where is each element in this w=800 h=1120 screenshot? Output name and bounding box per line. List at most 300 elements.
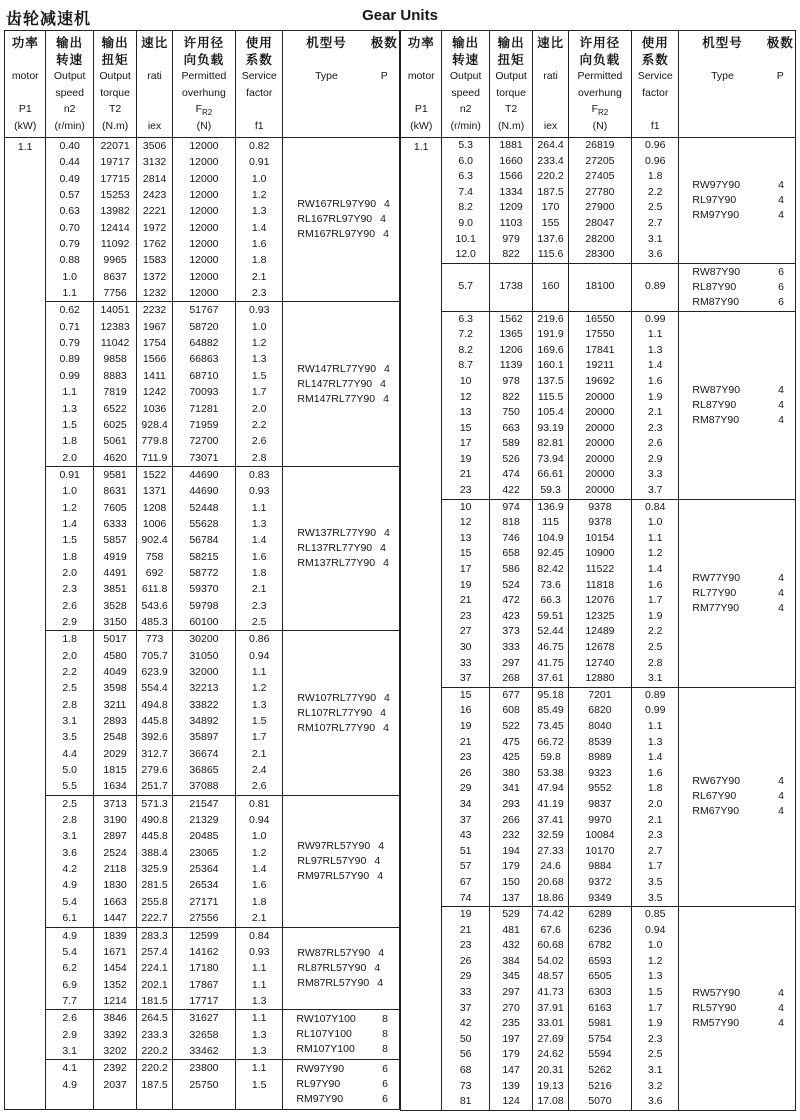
- ratio-cell: [137, 1093, 173, 1110]
- overhung-load-cell: 12325: [568, 609, 631, 625]
- ratio-cell: 1762: [137, 236, 173, 252]
- output-torque-cell: 2029: [93, 746, 136, 762]
- output-torque-cell: 15253: [93, 187, 136, 203]
- output-speed-cell: 81: [442, 1094, 489, 1110]
- header-line: [679, 118, 795, 135]
- service-factor-cell: 0.84: [632, 499, 679, 515]
- ratio-cell: 445.8: [137, 828, 173, 844]
- overhung-load-cell: 9372: [568, 875, 631, 891]
- service-factor-cell: 2.1: [632, 813, 679, 829]
- output-speed-cell: [442, 295, 489, 311]
- ratio-cell: 1372: [137, 269, 173, 285]
- header-line: 转速: [452, 52, 480, 67]
- type-line: [283, 1092, 399, 1107]
- output-torque-cell: 1815: [93, 762, 136, 778]
- ratio-cell: 264.5: [137, 1010, 173, 1027]
- output-speed-cell: 6.2: [46, 960, 93, 976]
- page-title-chinese: 齿轮减速机: [6, 11, 92, 28]
- overhung-load-cell: 27171: [172, 894, 235, 910]
- overhung-load-cell: 23065: [172, 845, 235, 861]
- output-speed-cell: 0.57: [46, 187, 93, 203]
- type-line: [283, 976, 399, 991]
- service-factor-cell: 2.1: [236, 581, 283, 597]
- output-torque-cell: 4580: [93, 648, 136, 664]
- ratio-cell: 623.9: [137, 664, 173, 680]
- header-line: speed: [55, 86, 84, 99]
- table-row: [401, 907, 796, 923]
- output-speed-cell: 23: [442, 938, 489, 954]
- output-speed-cell: 30: [442, 640, 489, 656]
- page-title-english: Gear Units: [362, 7, 438, 24]
- output-speed-cell: 13: [442, 531, 489, 547]
- output-torque-cell: 3392: [93, 1027, 136, 1043]
- service-factor-cell: 0.84: [236, 927, 283, 944]
- ratio-cell: 24.62: [533, 1047, 569, 1063]
- ratio-cell: 74.42: [533, 907, 569, 923]
- overhung-load-cell: 18100: [568, 279, 631, 295]
- service-factor-cell: 2.0: [632, 797, 679, 813]
- ratio-cell: 53.38: [533, 766, 569, 782]
- header-line: Service: [241, 70, 277, 82]
- table-row: [5, 466, 400, 483]
- ratio-cell: 257.4: [137, 944, 173, 960]
- output-torque-cell: 1562: [489, 311, 532, 327]
- service-factor-cell: 1.6: [632, 766, 679, 782]
- header-line: [283, 118, 399, 135]
- ratio-cell: 24.6: [533, 859, 569, 875]
- ratio-cell: 170: [533, 200, 569, 216]
- type-header-text: 机型号: [702, 36, 743, 50]
- output-torque-cell: 663: [489, 421, 532, 437]
- output-speed-cell: 43: [442, 828, 489, 844]
- output-speed-cell: 8.7: [442, 358, 489, 374]
- ratio-cell: 37.91: [533, 1001, 569, 1017]
- output-torque-cell: 380: [489, 766, 532, 782]
- type-line: [283, 961, 399, 976]
- header-line: (N.m): [497, 119, 525, 132]
- ratio-cell: 283.3: [137, 927, 173, 944]
- poles-value: 4: [778, 1016, 784, 1029]
- output-speed-cell: 6.9: [46, 977, 93, 993]
- ratio-cell: 155: [533, 216, 569, 232]
- service-factor-cell: 2.5: [632, 640, 679, 656]
- service-factor-cell: 1.4: [236, 220, 283, 236]
- type-line: [679, 789, 795, 804]
- service-factor-cell: 2.7: [632, 844, 679, 860]
- overhung-load-cell: 12000: [172, 220, 235, 236]
- output-torque-cell: 1738: [489, 279, 532, 295]
- poles-value: 4: [383, 392, 389, 405]
- ratio-cell: 66.3: [533, 593, 569, 609]
- output-torque-cell: 1209: [489, 200, 532, 216]
- ratio-cell: 255.8: [137, 894, 173, 910]
- type-model-name: RL137RL77Y90: [297, 542, 373, 555]
- output-speed-cell: 21: [442, 467, 489, 483]
- type-model-name: RL67Y90: [692, 790, 737, 803]
- overhung-load-cell: 12000: [172, 203, 235, 219]
- output-torque-cell: 14051: [93, 302, 136, 319]
- header-line: [401, 52, 441, 69]
- ratio-cell: 779.8: [137, 433, 173, 449]
- output-torque-cell: 345: [489, 969, 532, 985]
- ratio-cell: 20.68: [533, 875, 569, 891]
- ratio-cell: 73.6: [533, 578, 569, 594]
- ratio-cell: 137.5: [533, 374, 569, 390]
- type-model-name: RM67Y90: [692, 805, 740, 818]
- type-model-name: RM107RL77Y90: [297, 721, 376, 734]
- overhung-load-cell: 21329: [172, 812, 235, 828]
- ratio-cell: 220.2: [533, 169, 569, 185]
- output-speed-cell: 37: [442, 813, 489, 829]
- output-speed-cell: 1.2: [46, 500, 93, 516]
- type-header-text: [679, 118, 765, 135]
- output-torque-cell: 139: [489, 1079, 532, 1095]
- output-speed-cell: 0.63: [46, 203, 93, 219]
- service-factor-cell: 1.1: [236, 960, 283, 976]
- output-torque-cell: 4049: [93, 664, 136, 680]
- output-torque-cell: 147: [489, 1063, 532, 1079]
- service-factor-cell: 0.96: [632, 154, 679, 170]
- output-torque-cell: 124: [489, 1094, 532, 1110]
- header-line: T2: [108, 103, 122, 115]
- output-torque-cell: 232: [489, 828, 532, 844]
- ratio-cell: 392.6: [137, 729, 173, 745]
- header-line: [283, 35, 399, 52]
- output-torque-cell: 293: [489, 797, 532, 813]
- service-factor-cell: 3.6: [632, 1094, 679, 1110]
- overhung-load-cell: 17867: [172, 977, 235, 993]
- output-torque-cell: 11092: [93, 236, 136, 252]
- service-factor-cell: 1.3: [236, 516, 283, 532]
- output-speed-cell: 27: [442, 624, 489, 640]
- ratio-cell: 66.61: [533, 467, 569, 483]
- output-speed-cell: 1.4: [46, 516, 93, 532]
- overhung-load-cell: [568, 263, 631, 279]
- service-factor-cell: 1.1: [632, 327, 679, 343]
- ratio-cell: 1036: [137, 401, 173, 417]
- output-torque-cell: 475: [489, 735, 532, 751]
- output-torque-cell: 1352: [93, 977, 136, 993]
- service-factor-cell: 1.3: [236, 203, 283, 219]
- output-speed-cell: 29: [442, 781, 489, 797]
- type-line: [283, 1062, 399, 1077]
- table-row: [5, 631, 400, 648]
- header-line: Permitted: [181, 70, 227, 82]
- poles-value: 4: [778, 571, 784, 584]
- motor-power-cell: 1.1: [401, 138, 442, 1111]
- ratio-cell: 160.1: [533, 358, 569, 374]
- service-factor-cell: 1.8: [236, 252, 283, 268]
- overhung-load-cell: 16550: [568, 311, 631, 327]
- header-line: (N): [196, 119, 212, 132]
- service-factor-cell: 1.7: [236, 729, 283, 745]
- overhung-load-cell: 66863: [172, 351, 235, 367]
- ratio-cell: 41.75: [533, 656, 569, 672]
- header-line: [401, 85, 441, 102]
- header-line: [137, 52, 172, 69]
- header-line: 系数: [245, 52, 273, 67]
- column-header-motor-power: [5, 31, 46, 138]
- overhung-load-cell: 70093: [172, 384, 235, 400]
- header-line: P1: [18, 103, 32, 115]
- type-header-text: Type: [711, 70, 734, 82]
- ratio-cell: 27.69: [533, 1032, 569, 1048]
- header-line: (N): [592, 119, 608, 132]
- service-factor-cell: 0.93: [236, 483, 283, 499]
- service-factor-cell: 2.8: [236, 450, 283, 467]
- output-speed-cell: 10: [442, 374, 489, 390]
- overhung-load-cell: 12740: [568, 656, 631, 672]
- header-line: (r/min): [450, 119, 481, 132]
- ratio-cell: 325.9: [137, 861, 173, 877]
- output-speed-cell: 12: [442, 390, 489, 406]
- overhung-load-cell: 6820: [568, 703, 631, 719]
- type-line: [679, 178, 795, 193]
- header-line: $F_{R2}$: [195, 103, 213, 118]
- service-factor-cell: 2.6: [236, 778, 283, 795]
- type-line: [679, 295, 795, 310]
- service-factor-cell: 1.7: [632, 593, 679, 609]
- type-model-name: RM87Y90: [692, 295, 740, 308]
- type-model-name: RM97Y90: [296, 1093, 344, 1106]
- overhung-load-cell: 14162: [172, 944, 235, 960]
- service-factor-cell: 1.1: [236, 1010, 283, 1027]
- type-line: [283, 1027, 399, 1042]
- service-factor-cell: 0.93: [236, 302, 283, 319]
- ratio-cell: 18.86: [533, 891, 569, 907]
- overhung-load-cell: 44690: [172, 466, 235, 483]
- output-torque-cell: 6025: [93, 417, 136, 433]
- service-factor-cell: 1.6: [236, 236, 283, 252]
- service-factor-cell: 2.2: [632, 185, 679, 201]
- header-line: [533, 85, 568, 102]
- service-factor-cell: 1.8: [236, 565, 283, 581]
- output-torque-cell: 658: [489, 546, 532, 562]
- ratio-cell: 202.1: [137, 977, 173, 993]
- ratio-cell: 59.51: [533, 609, 569, 625]
- output-speed-cell: 0.88: [46, 252, 93, 268]
- overhung-load-cell: 68710: [172, 368, 235, 384]
- output-speed-cell: 2.9: [46, 614, 93, 631]
- output-speed-cell: 0.40: [46, 138, 93, 155]
- output-torque-cell: 6522: [93, 401, 136, 417]
- output-torque-cell: 8631: [93, 483, 136, 499]
- header-line: [283, 52, 399, 69]
- type-cell: [679, 263, 796, 311]
- output-torque-cell: 17715: [93, 171, 136, 187]
- output-speed-cell: 56: [442, 1047, 489, 1063]
- output-speed-cell: 6.0: [442, 154, 489, 170]
- service-factor-cell: 3.7: [632, 483, 679, 499]
- table-row: [401, 499, 796, 515]
- output-speed-cell: 17: [442, 436, 489, 452]
- overhung-load-cell: 20000: [568, 483, 631, 499]
- output-speed-cell: 10.1: [442, 232, 489, 248]
- output-torque-cell: 1454: [93, 960, 136, 976]
- output-torque-cell: 524: [489, 578, 532, 594]
- output-torque-cell: 589: [489, 436, 532, 452]
- overhung-load-cell: 55628: [172, 516, 235, 532]
- overhung-load-cell: [568, 295, 631, 311]
- output-torque-cell: 526: [489, 452, 532, 468]
- output-speed-cell: 37: [442, 671, 489, 687]
- output-speed-cell: 67: [442, 875, 489, 891]
- overhung-load-cell: 5216: [568, 1079, 631, 1095]
- overhung-load-cell: 28300: [568, 247, 631, 263]
- output-torque-cell: 333: [489, 640, 532, 656]
- header-line: [679, 85, 795, 102]
- output-torque-cell: 1663: [93, 894, 136, 910]
- type-header-text: [679, 85, 765, 102]
- type-cell: [283, 1060, 400, 1110]
- service-factor-cell: 1.8: [236, 894, 283, 910]
- overhung-load-cell: 58215: [172, 549, 235, 565]
- overhung-load-cell: 58720: [172, 319, 235, 335]
- overhung-load-cell: 12000: [172, 236, 235, 252]
- service-factor-cell: 2.1: [632, 405, 679, 421]
- service-factor-cell: 0.82: [236, 138, 283, 155]
- type-line: [679, 586, 795, 601]
- poles-value: 4: [778, 398, 784, 411]
- ratio-cell: 445.8: [137, 713, 173, 729]
- column-header-type-and-poles: [283, 31, 400, 138]
- poles-header-text: 极数: [370, 36, 398, 50]
- header-line: 速比: [141, 36, 169, 50]
- overhung-load-cell: 8989: [568, 750, 631, 766]
- overhung-load-cell: 44690: [172, 483, 235, 499]
- overhung-load-cell: 10170: [568, 844, 631, 860]
- output-speed-cell: 2.5: [46, 795, 93, 812]
- ratio-cell: 105.4: [533, 405, 569, 421]
- overhung-load-cell: 59798: [172, 598, 235, 614]
- service-factor-cell: 1.3: [236, 1043, 283, 1060]
- gear-table-right: [400, 30, 796, 1111]
- output-torque-cell: 384: [489, 954, 532, 970]
- output-speed-cell: 2.3: [46, 581, 93, 597]
- ratio-cell: 264.4: [533, 138, 569, 154]
- output-torque-cell: 3150: [93, 614, 136, 631]
- output-torque-cell: 235: [489, 1016, 532, 1032]
- output-torque-cell: 373: [489, 624, 532, 640]
- ratio-cell: 2221: [137, 203, 173, 219]
- output-torque-cell: 2524: [93, 845, 136, 861]
- type-line: [679, 986, 795, 1001]
- output-speed-cell: 3.6: [46, 845, 93, 861]
- type-cell: [283, 466, 400, 630]
- ratio-cell: 33.01: [533, 1016, 569, 1032]
- ratio-cell: 1583: [137, 252, 173, 268]
- ratio-cell: 85.49: [533, 703, 569, 719]
- ratio-cell: 191.9: [533, 327, 569, 343]
- overhung-load-cell: 51767: [172, 302, 235, 319]
- output-torque-cell: [489, 263, 532, 279]
- ratio-cell: 54.02: [533, 954, 569, 970]
- output-torque-cell: 3598: [93, 680, 136, 696]
- poles-value: 4: [778, 383, 784, 396]
- service-factor-cell: 0.81: [236, 795, 283, 812]
- output-speed-cell: 33: [442, 656, 489, 672]
- overhung-load-cell: 56784: [172, 532, 235, 548]
- output-speed-cell: 9.0: [442, 216, 489, 232]
- overhung-load-cell: 17180: [172, 960, 235, 976]
- poles-value: 4: [778, 1001, 784, 1014]
- type-model-name: RL97Y90: [692, 193, 737, 206]
- service-factor-cell: 1.5: [236, 1077, 283, 1093]
- overhung-load-cell: 8040: [568, 719, 631, 735]
- service-factor-cell: 1.6: [632, 374, 679, 390]
- poles-value: 4: [377, 976, 384, 989]
- type-model-name: RM97RL57Y90: [297, 869, 370, 882]
- poles-value: 4: [778, 790, 784, 803]
- type-model-name: RM107Y100: [296, 1043, 355, 1056]
- poles-value: 8: [382, 1013, 388, 1026]
- header-line: motor: [407, 70, 435, 82]
- overhung-load-cell: 11818: [568, 578, 631, 594]
- output-torque-cell: [93, 1093, 136, 1110]
- service-factor-cell: 2.3: [632, 421, 679, 437]
- service-factor-cell: 1.5: [236, 368, 283, 384]
- service-factor-cell: 2.6: [236, 433, 283, 449]
- output-speed-cell: 7.4: [442, 185, 489, 201]
- poles-header-text: P: [776, 70, 784, 82]
- service-factor-cell: 1.6: [236, 549, 283, 565]
- service-factor-cell: 1.0: [632, 938, 679, 954]
- overhung-load-cell: 33822: [172, 697, 235, 713]
- output-torque-cell: 7605: [93, 500, 136, 516]
- output-speed-cell: 1.0: [46, 269, 93, 285]
- ratio-cell: 104.9: [533, 531, 569, 547]
- type-model-name: RL57Y90: [692, 1001, 737, 1014]
- output-torque-cell: 1566: [489, 169, 532, 185]
- output-speed-cell: 42: [442, 1016, 489, 1032]
- output-speed-cell: 73: [442, 1079, 489, 1095]
- column-header-ratio: [137, 31, 173, 138]
- type-line: [283, 691, 399, 706]
- poles-header-text: [766, 101, 795, 118]
- output-torque-cell: 297: [489, 656, 532, 672]
- ratio-cell: 543.6: [137, 598, 173, 614]
- output-torque-cell: 3211: [93, 697, 136, 713]
- service-factor-cell: 2.6: [632, 436, 679, 452]
- output-torque-cell: 2118: [93, 861, 136, 877]
- service-factor-cell: [236, 1093, 283, 1110]
- service-factor-cell: 0.85: [632, 907, 679, 923]
- type-line: [283, 946, 399, 961]
- ratio-cell: 490.8: [137, 812, 173, 828]
- output-speed-cell: 23: [442, 483, 489, 499]
- service-factor-cell: 1.3: [236, 351, 283, 367]
- header-line: [533, 52, 568, 69]
- poles-value: 4: [778, 208, 784, 221]
- output-torque-cell: 474: [489, 467, 532, 483]
- output-speed-cell: 19: [442, 578, 489, 594]
- service-factor-cell: 0.99: [632, 311, 679, 327]
- service-factor-cell: 1.1: [236, 500, 283, 516]
- overhung-load-cell: 31627: [172, 1010, 235, 1027]
- type-model-name: RM147RL77Y90: [297, 392, 376, 405]
- header-line: 转速: [56, 52, 84, 67]
- ratio-cell: 115.6: [533, 247, 569, 263]
- column-header-output-speed: [442, 31, 489, 138]
- ratio-cell: 388.4: [137, 845, 173, 861]
- service-factor-cell: 1.0: [632, 515, 679, 531]
- overhung-load-cell: 20000: [568, 467, 631, 483]
- gear-table-left-container: [4, 30, 400, 1110]
- output-speed-cell: 6.3: [442, 169, 489, 185]
- output-speed-cell: 50: [442, 1032, 489, 1048]
- output-torque-cell: 677: [489, 687, 532, 703]
- type-line: [679, 1001, 795, 1016]
